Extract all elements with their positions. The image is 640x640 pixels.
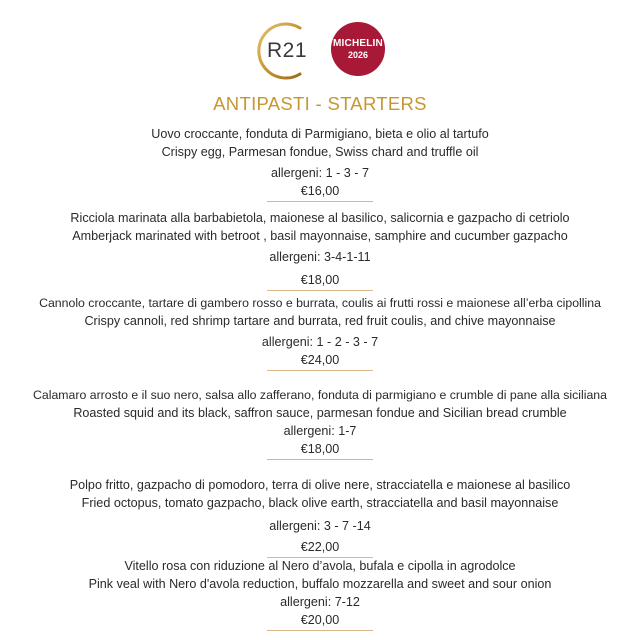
michelin-badge-year: 2026	[347, 50, 369, 60]
dish-italian: Uovo croccante, fonduta di Parmigiano, bieta e olio al tartufo	[151, 127, 489, 141]
price-divider	[267, 201, 373, 202]
dish-price: €16,00	[300, 184, 340, 198]
price-divider	[267, 459, 373, 460]
dish-italian: Vitello rosa con riduzione al Nero d’avola, bufala e cipolla in agrodolce	[124, 559, 516, 573]
dish-italian: Polpo fritto, gazpacho di pomodoro, terra di olive nere, stracciatella e maionese al basilico	[69, 478, 571, 492]
dish-english: Roasted squid and its black, saffron sauce, parmesan fondue and Sicilian bread crumble	[73, 406, 567, 420]
dish-item	[0, 386, 640, 460]
dish-price: €18,00	[300, 442, 340, 456]
dish-allergens: allergeni: 3 - 7 -14	[269, 519, 371, 533]
dish-italian: Cannolo croccante, tartare di gambero rosso e burrata, coulis ai frutti rossi e maionese all’erba cipollina	[39, 296, 601, 310]
logo-text: R21	[266, 39, 308, 62]
section-title: ANTIPASTI - STARTERS	[213, 93, 427, 114]
dish-item	[0, 476, 640, 558]
dish-item	[0, 125, 640, 202]
dish-item	[0, 294, 640, 371]
dish-price: €24,00	[300, 353, 340, 367]
dish-english: Crispy egg, Parmesan fondue, Swiss chard and truffle oil	[161, 145, 479, 159]
dish-allergens: allergeni: 7-12	[280, 595, 360, 609]
price-divider	[267, 370, 373, 371]
price-divider	[267, 290, 373, 291]
dish-allergens: allergeni: 3-4-1-11	[269, 250, 371, 264]
michelin-badge-name: MICHELIN	[333, 38, 383, 49]
dish-price: €20,00	[300, 613, 340, 627]
price-divider	[267, 630, 373, 631]
restaurant-logo	[256, 20, 318, 82]
dish-allergens: allergeni: 1 - 3 - 7	[270, 166, 369, 180]
dish-english: Crispy cannoli, red shrimp tartare and burrata, red fruit coulis, and chive mayonnaise	[84, 314, 556, 328]
dish-item	[0, 557, 640, 631]
menu-header	[0, 18, 640, 84]
dish-allergens: allergeni: 1 - 2 - 3 - 7	[261, 335, 379, 349]
michelin-badge	[331, 22, 385, 76]
dish-english: Amberjack marinated with betroot , basil mayonnaise, samphire and cucumber gazpacho	[72, 229, 568, 243]
dish-price: €18,00	[300, 273, 340, 287]
dish-italian: Calamaro arrosto e il suo nero, salsa allo zafferano, fonduta di parmigiano e crumble di pane alla siciliana	[33, 388, 607, 402]
dish-allergens: allergeni: 1-7	[283, 424, 357, 438]
dish-english: Pink veal with Nero d'avola reduction, buffalo mozzarella and sweet and sour onion	[88, 577, 552, 591]
dish-price: €22,00	[300, 540, 340, 554]
dish-item	[0, 209, 640, 291]
dish-english: Fried octopus, tomato gazpacho, black olive earth, stracciatella and basil mayonnaise	[81, 496, 559, 510]
dish-italian: Ricciola marinata alla barbabietola, maionese al basilico, salicornia e gazpacho di cetriolo	[70, 211, 570, 225]
